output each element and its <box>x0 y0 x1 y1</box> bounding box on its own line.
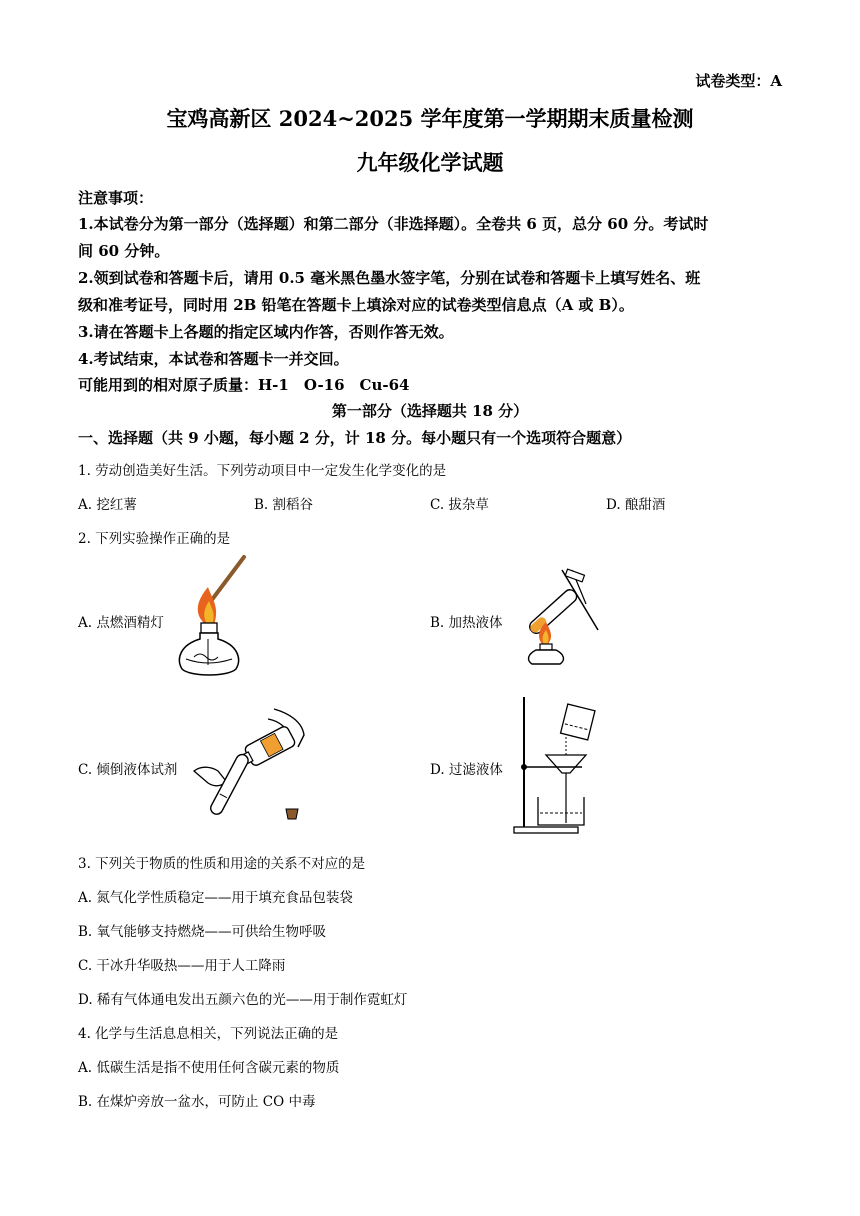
filtration-image <box>510 693 640 835</box>
q4-stem: 4. 化学与生活息息相关，下列说法正确的是 <box>78 1026 339 1042</box>
exam-title: 宝鸡高新区 2024~2025 学年度第一学期期末质量检测 <box>166 106 694 131</box>
q3-stem: 3. 下列关于物质的性质和用途的关系不对应的是 <box>78 856 366 872</box>
notes-heading: 注意事项： <box>78 189 154 207</box>
q4-option-a: A. 低碳生活是指不使用任何含碳元素的物质 <box>78 1060 340 1076</box>
q3-option-b: B. 氧气能够支持燃烧——可供给生物呼吸 <box>78 924 327 940</box>
q2-option-c: C. 倾倒液体试剂 <box>78 762 178 778</box>
q2-option-b: B. 加热液体 <box>430 615 503 631</box>
note-4: 4.考试结束，本试卷和答题卡一并交回。 <box>78 350 349 368</box>
q1-option-a: A. 挖红薯 <box>78 497 137 513</box>
q3-option-d: D. 稀有气体通电发出五颜六色的光——用于制作霓虹灯 <box>78 992 408 1008</box>
q2-option-a: A. 点燃酒精灯 <box>78 615 164 631</box>
q2-option-d: D. 过滤液体 <box>430 762 503 778</box>
q1-option-d: D. 酿甜酒 <box>606 497 666 513</box>
alcohol-lamp-lighting-image <box>172 555 252 680</box>
note-2-line-2: 级和准考证号，同时用 2B 铅笔在答题卡上填涂对应的试卷类型信息点（A 或 B）。 <box>78 296 634 314</box>
q3-option-c: C. 干冰升华吸热——用于人工降雨 <box>78 958 286 974</box>
note-1-line-1: 1.本试卷分为第一部分（选择题）和第二部分（非选择题）。全卷共 6 页，总分 60 分。考试时 <box>78 215 709 233</box>
note-1-line-2: 间 60 分钟。 <box>78 242 170 260</box>
note-3: 3.请在答题卡上各题的指定区域内作答，否则作答无效。 <box>78 323 454 341</box>
q1-stem: 1. 劳动创造美好生活。下列劳动项目中一定发生化学变化的是 <box>78 463 447 479</box>
heating-liquid-image <box>506 568 602 666</box>
exam-subtitle: 九年级化学试题 <box>356 150 504 175</box>
paper-type: 试卷类型：A <box>695 72 782 90</box>
q1-option-c: C. 拔杂草 <box>430 497 489 513</box>
atomic-mass: 可能用到的相对原子质量：H-1 O-16 Cu-64 <box>78 376 410 394</box>
q1-option-b: B. 割稻谷 <box>254 497 314 513</box>
note-2-line-1: 2.领到试卷和答题卡后，请用 0.5 毫米黑色墨水签字笔，分别在试卷和答题卡上填写姓名、班 <box>78 269 701 287</box>
q2-stem: 2. 下列实验操作正确的是 <box>78 531 231 547</box>
q4-option-b: B. 在煤炉旁放一盆水，可防止 CO 中毒 <box>78 1094 316 1110</box>
part1-heading: 第一部分（选择题共 18 分） <box>331 402 529 420</box>
q3-option-a: A. 氮气化学性质稳定——用于填充食品包装袋 <box>78 890 353 906</box>
pouring-liquid-image <box>188 705 320 825</box>
section-heading: 一、选择题（共 9 小题，每小题 2 分，计 18 分。每小题只有一个选项符合题意） <box>78 429 632 447</box>
